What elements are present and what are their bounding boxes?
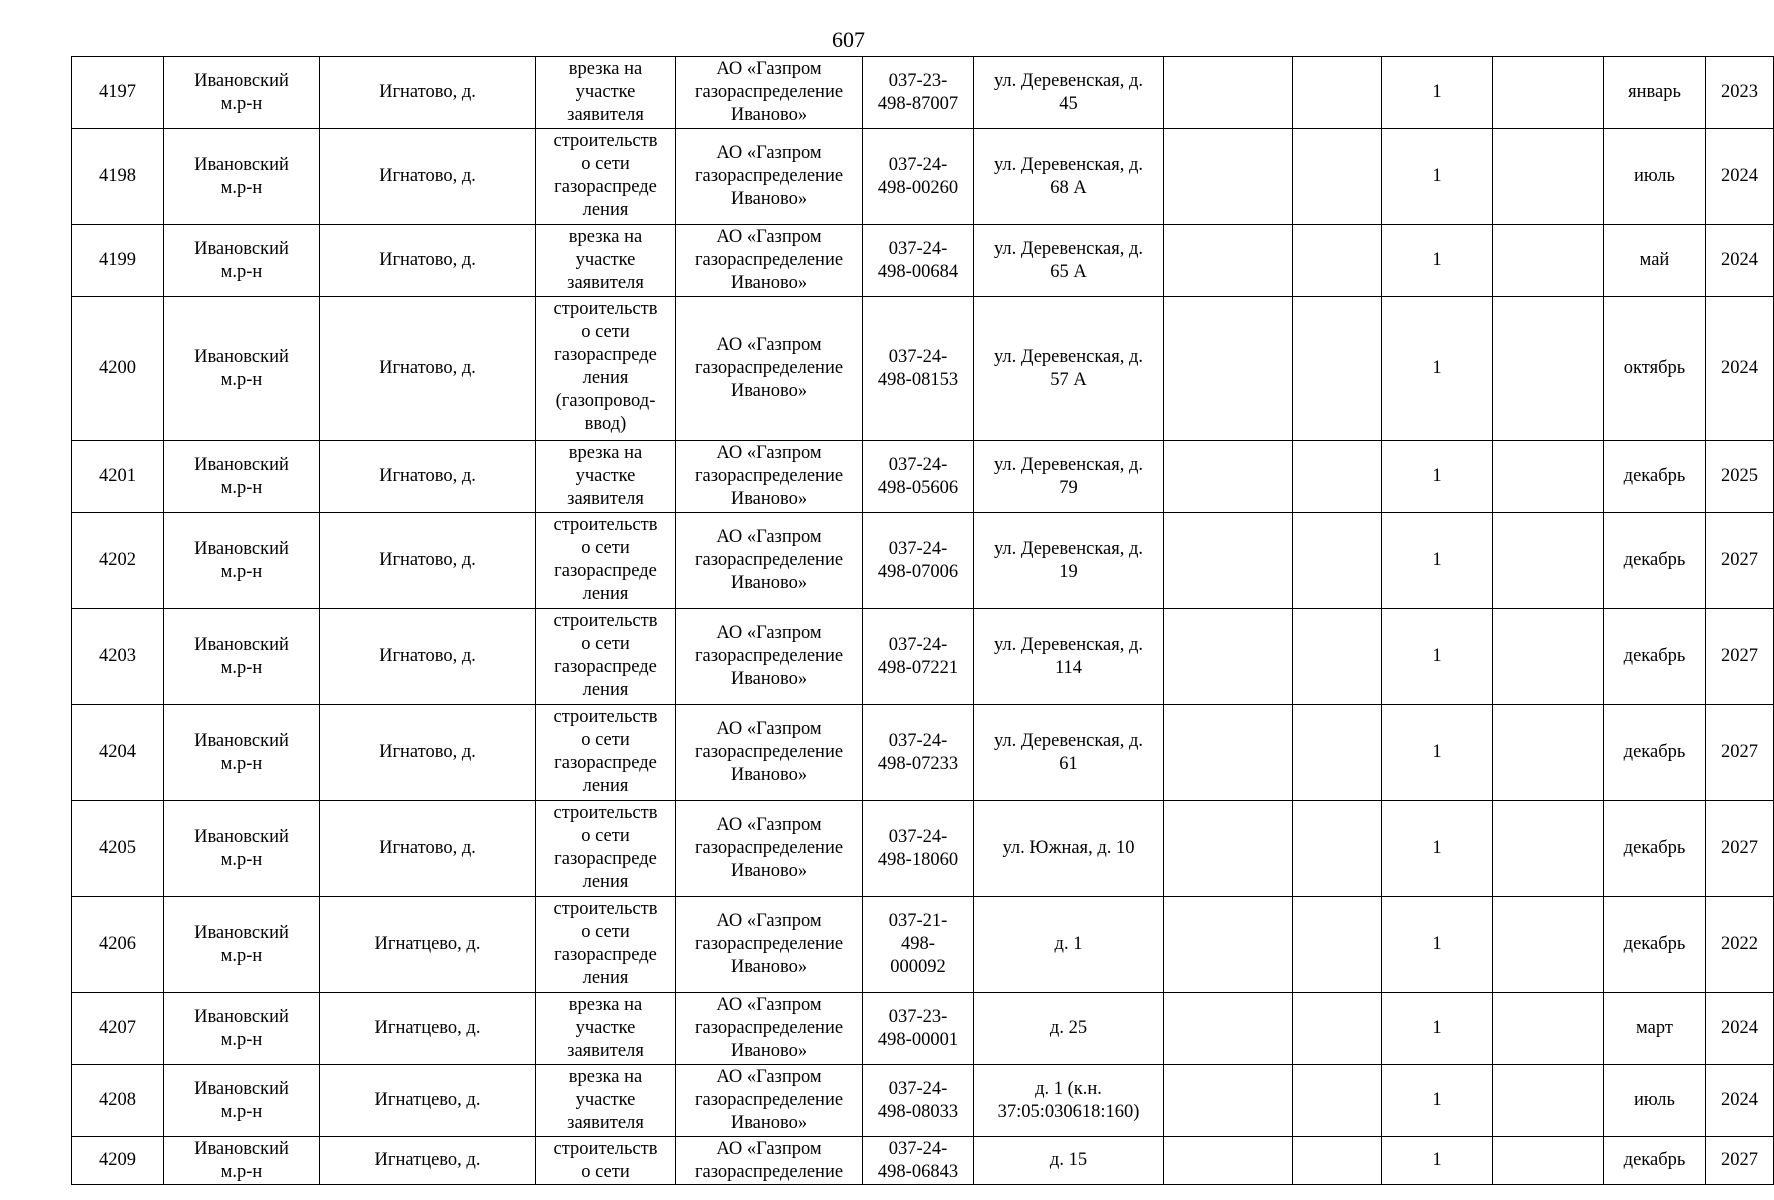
cell-organization: АО «Газпром газораспределение Иваново» [676,225,863,297]
cell-year: 2024 [1706,225,1774,297]
cell-month: декабрь [1604,513,1706,609]
cell-month: июль [1604,129,1706,225]
cell-month: декабрь [1604,897,1706,993]
cell-count: 1 [1382,297,1493,441]
cell-month: декабрь [1604,801,1706,897]
cell-year: 2023 [1706,57,1774,129]
cell-count: 1 [1382,993,1493,1065]
table-row [72,297,1774,441]
cell-district: Ивановский м.р-н [164,1137,320,1185]
cell-year: 2027 [1706,609,1774,705]
cell-number: 4207 [72,993,164,1065]
cell-empty [1493,897,1604,993]
cell-month: декабрь [1604,705,1706,801]
cell-locality: Игнатово, д. [320,705,536,801]
cell-district: Ивановский м.р-н [164,57,320,129]
cell-work-type: строительств о сети газораспреде ления [536,897,676,993]
cell-year: 2027 [1706,705,1774,801]
table-row [72,1137,1774,1185]
cell-address: д. 1 [974,897,1164,993]
cell-count: 1 [1382,705,1493,801]
cell-number: 4200 [72,297,164,441]
cell-empty [1493,297,1604,441]
cell-organization: АО «Газпром газораспределение Иваново» [676,441,863,513]
table-row [72,897,1774,993]
cell-work-type: врезка на участке заявителя [536,225,676,297]
cell-empty [1493,441,1604,513]
table-row [72,705,1774,801]
cell-empty [1164,609,1293,705]
cell-address: ул. Деревенская, д. 114 [974,609,1164,705]
cell-empty [1293,609,1382,705]
cell-address: ул. Южная, д. 10 [974,801,1164,897]
cell-work-type: строительств о сети [536,1137,676,1185]
cell-organization: АО «Газпром газораспределение Иваново» [676,513,863,609]
cell-empty [1164,1137,1293,1185]
cell-count: 1 [1382,225,1493,297]
cell-locality: Игнатово, д. [320,57,536,129]
cell-work-type: врезка на участке заявителя [536,441,676,513]
table-row [72,57,1774,129]
cell-count: 1 [1382,609,1493,705]
cell-district: Ивановский м.р-н [164,441,320,513]
cell-locality: Игнатцево, д. [320,1065,536,1137]
cell-code: 037-24- 498-00684 [863,225,974,297]
cell-locality: Игнатово, д. [320,225,536,297]
cell-locality: Игнатово, д. [320,609,536,705]
cell-count: 1 [1382,513,1493,609]
cell-code: 037-23- 498-87007 [863,57,974,129]
cell-empty [1164,297,1293,441]
table-row [72,993,1774,1065]
table-row [72,225,1774,297]
cell-month: октябрь [1604,297,1706,441]
cell-month: июль [1604,1065,1706,1137]
cell-code: 037-24- 498-07233 [863,705,974,801]
cell-year: 2024 [1706,1065,1774,1137]
cell-count: 1 [1382,897,1493,993]
cell-locality: Игнатово, д. [320,801,536,897]
cell-number: 4202 [72,513,164,609]
cell-empty [1164,801,1293,897]
cell-empty [1493,129,1604,225]
table-row [72,129,1774,225]
cell-organization: АО «Газпром газораспределение Иваново» [676,297,863,441]
cell-code: 037-24- 498-18060 [863,801,974,897]
cell-month: декабрь [1604,609,1706,705]
cell-empty [1493,1137,1604,1185]
cell-empty [1493,705,1604,801]
cell-code: 037-24- 498-05606 [863,441,974,513]
cell-empty [1293,993,1382,1065]
cell-district: Ивановский м.р-н [164,897,320,993]
cell-address: д. 25 [974,993,1164,1065]
cell-count: 1 [1382,441,1493,513]
cell-empty [1164,897,1293,993]
cell-empty [1493,1065,1604,1137]
cell-address: д. 15 [974,1137,1164,1185]
table-row [72,609,1774,705]
cell-address: ул. Деревенская, д. 65 А [974,225,1164,297]
cell-month: май [1604,225,1706,297]
cell-empty [1293,297,1382,441]
cell-locality: Игнатово, д. [320,441,536,513]
cell-year: 2027 [1706,1137,1774,1185]
cell-work-type: строительств о сети газораспреде ления [536,705,676,801]
table-row [72,441,1774,513]
cell-work-type: врезка на участке заявителя [536,1065,676,1137]
cell-organization: АО «Газпром газораспределение Иваново» [676,129,863,225]
cell-district: Ивановский м.р-н [164,993,320,1065]
cell-empty [1164,513,1293,609]
cell-number: 4198 [72,129,164,225]
cell-code: 037-21- 498- 000092 [863,897,974,993]
cell-locality: Игнатцево, д. [320,897,536,993]
cell-empty [1164,993,1293,1065]
cell-code: 037-24- 498-08033 [863,1065,974,1137]
cell-work-type: строительств о сети газораспреде ления [536,801,676,897]
cell-locality: Игнатово, д. [320,513,536,609]
cell-number: 4206 [72,897,164,993]
cell-empty [1293,801,1382,897]
cell-locality: Игнатово, д. [320,297,536,441]
cell-number: 4197 [72,57,164,129]
cell-empty [1164,225,1293,297]
cell-empty [1493,801,1604,897]
cell-count: 1 [1382,57,1493,129]
cell-district: Ивановский м.р-н [164,705,320,801]
cell-empty [1493,513,1604,609]
cell-organization: АО «Газпром газораспределение Иваново» [676,897,863,993]
cell-empty [1293,897,1382,993]
table-row [72,513,1774,609]
cell-locality: Игнатцево, д. [320,993,536,1065]
cell-organization: АО «Газпром газораспределение Иваново» [676,705,863,801]
cell-number: 4208 [72,1065,164,1137]
cell-work-type: строительств о сети газораспреде ления (газопровод- ввод) [536,297,676,441]
cell-empty [1493,225,1604,297]
cell-number: 4199 [72,225,164,297]
cell-empty [1164,1065,1293,1137]
cell-empty [1164,441,1293,513]
cell-empty [1164,129,1293,225]
cell-number: 4204 [72,705,164,801]
cell-organization: АО «Газпром газораспределение Иваново» [676,801,863,897]
cell-address: д. 1 (к.н. 37:05:030618:160) [974,1065,1164,1137]
cell-code: 037-24- 498-00260 [863,129,974,225]
cell-year: 2025 [1706,441,1774,513]
cell-code: 037-24- 498-07221 [863,609,974,705]
cell-month: январь [1604,57,1706,129]
cell-empty [1293,705,1382,801]
cell-number: 4201 [72,441,164,513]
cell-work-type: строительств о сети газораспреде ления [536,513,676,609]
cell-code: 037-23- 498-00001 [863,993,974,1065]
cell-count: 1 [1382,129,1493,225]
cell-month: декабрь [1604,1137,1706,1185]
cell-year: 2024 [1706,129,1774,225]
cell-work-type: врезка на участке заявителя [536,993,676,1065]
cell-empty [1293,441,1382,513]
cell-organization: АО «Газпром газораспределение Иваново» [676,993,863,1065]
page-number: 607 [832,27,865,52]
cell-number: 4205 [72,801,164,897]
cell-empty [1493,57,1604,129]
cell-empty [1293,129,1382,225]
cell-code: 037-24- 498-06843 [863,1137,974,1185]
cell-address: ул. Деревенская, д. 68 А [974,129,1164,225]
cell-count: 1 [1382,1065,1493,1137]
cell-address: ул. Деревенская, д. 79 [974,441,1164,513]
cell-empty [1293,1065,1382,1137]
cell-number: 4209 [72,1137,164,1185]
cell-count: 1 [1382,801,1493,897]
cell-address: ул. Деревенская, д. 19 [974,513,1164,609]
cell-number: 4203 [72,609,164,705]
table-row [72,1065,1774,1137]
cell-locality: Игнатцево, д. [320,1137,536,1185]
cell-code: 037-24- 498-08153 [863,297,974,441]
cell-organization: АО «Газпром газораспределение Иваново» [676,1065,863,1137]
table-row [72,801,1774,897]
cell-empty [1164,57,1293,129]
cell-empty [1293,225,1382,297]
cell-organization: АО «Газпром газораспределение [676,1137,863,1185]
cell-organization: АО «Газпром газораспределение Иваново» [676,609,863,705]
data-table [71,56,1774,1185]
cell-year: 2024 [1706,297,1774,441]
cell-address: ул. Деревенская, д. 57 А [974,297,1164,441]
cell-district: Ивановский м.р-н [164,513,320,609]
cell-address: ул. Деревенская, д. 45 [974,57,1164,129]
cell-organization: АО «Газпром газораспределение Иваново» [676,57,863,129]
cell-work-type: строительств о сети газораспреде ления [536,129,676,225]
cell-code: 037-24- 498-07006 [863,513,974,609]
cell-empty [1293,1137,1382,1185]
cell-district: Ивановский м.р-н [164,801,320,897]
cell-empty [1164,705,1293,801]
cell-year: 2027 [1706,513,1774,609]
cell-empty [1293,57,1382,129]
cell-year: 2022 [1706,897,1774,993]
cell-district: Ивановский м.р-н [164,129,320,225]
cell-locality: Игнатово, д. [320,129,536,225]
cell-month: декабрь [1604,441,1706,513]
cell-district: Ивановский м.р-н [164,609,320,705]
cell-year: 2024 [1706,993,1774,1065]
cell-district: Ивановский м.р-н [164,297,320,441]
cell-empty [1293,513,1382,609]
cell-work-type: врезка на участке заявителя [536,57,676,129]
cell-count: 1 [1382,1137,1493,1185]
cell-work-type: строительств о сети газораспреде ления [536,609,676,705]
cell-month: март [1604,993,1706,1065]
table-body [72,57,1774,1185]
cell-empty [1493,993,1604,1065]
cell-district: Ивановский м.р-н [164,225,320,297]
cell-year: 2027 [1706,801,1774,897]
cell-empty [1493,609,1604,705]
cell-district: Ивановский м.р-н [164,1065,320,1137]
cell-address: ул. Деревенская, д. 61 [974,705,1164,801]
